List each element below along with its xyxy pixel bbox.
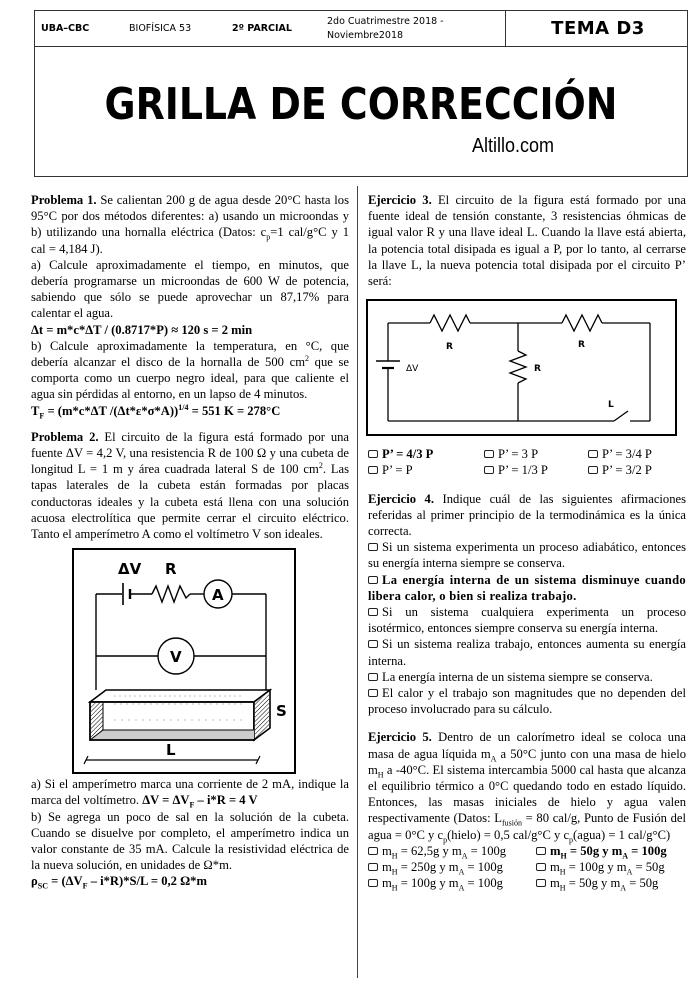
water-mass: 50g bbox=[645, 860, 665, 875]
superscript: 1/4 bbox=[178, 402, 189, 412]
text: m bbox=[610, 876, 621, 891]
problema1-text-end: =1 cal/g°C y 1 cal = 4,184 J). bbox=[31, 225, 349, 256]
text: T bbox=[31, 403, 40, 418]
checkbox-icon[interactable] bbox=[368, 863, 378, 871]
text: a -40°C. El sistema intercambia 5000 cal hasta que alcanza el equilibrio térmico a 0°C quedando todo en estado líquido. Entonces, las masas iniciales de hielo y agua valen respectivamente (Datos: L bbox=[368, 762, 686, 826]
text: m bbox=[611, 843, 623, 858]
tema-label: TEMA D3 bbox=[551, 18, 645, 39]
date-label bbox=[327, 11, 497, 46]
checkbox-icon[interactable] bbox=[484, 466, 494, 474]
problema1-a-answer: Δt = m*c*ΔT / (0.8717*P) ≈ 120 s = 2 min bbox=[31, 322, 253, 337]
ejercicio5-label: Ejercicio 5. bbox=[368, 730, 432, 745]
subscript: H bbox=[559, 867, 566, 877]
subscript: A bbox=[458, 883, 465, 893]
ejercicio3-option[interactable] bbox=[588, 462, 688, 478]
ejercicio3-text bbox=[368, 192, 686, 289]
option-label: Si un sistema experimenta un proceso adiabático, entonces su energía interna siempre se conserva. bbox=[368, 540, 686, 571]
ice-mass: 100g bbox=[410, 876, 437, 891]
subscript: p bbox=[443, 835, 448, 845]
header-box bbox=[34, 10, 688, 177]
ice-mass: 62,5g bbox=[410, 843, 440, 858]
resistor-circuit-diagram bbox=[368, 301, 675, 434]
subscript: p bbox=[266, 232, 271, 242]
text: m bbox=[550, 860, 560, 875]
text: = bbox=[566, 843, 581, 858]
checkbox-icon[interactable] bbox=[368, 847, 378, 855]
ejercicio4-option[interactable] bbox=[368, 636, 686, 668]
subscript: F bbox=[82, 882, 88, 891]
option-label: P’ = 3 P bbox=[498, 447, 539, 462]
checkbox-icon[interactable] bbox=[368, 576, 378, 584]
column-divider bbox=[357, 186, 358, 978]
subscript: SC bbox=[37, 882, 48, 891]
ejercicio3-option[interactable] bbox=[484, 462, 588, 478]
resistor-circuit-figure bbox=[366, 299, 677, 436]
text: El circuito de la figura está formado por una fuente ideal de tensión constante, 3 resistencias óhmicas de igual valor R y una llave ideal L. Cuando la llave está abierta, la potencia total disipada es igual a P, por lo tanto, al cerrarse la llave L, la nueva potencia total disipada por el circuito P’ será: bbox=[368, 193, 686, 289]
text: (agua) = 1 cal/g°C) bbox=[573, 827, 671, 842]
water-mass: 100g bbox=[480, 843, 507, 858]
watermark: Altillo.com bbox=[472, 135, 555, 157]
text: m bbox=[382, 860, 392, 875]
text: m bbox=[550, 876, 560, 891]
ice-mass: 100g bbox=[578, 860, 605, 875]
water-mass: 100g bbox=[477, 860, 503, 875]
problema2-b-answer bbox=[31, 873, 349, 889]
problema2-a-answer bbox=[142, 793, 258, 810]
text: = bbox=[467, 843, 481, 858]
text: m bbox=[448, 876, 459, 891]
ejercicio3-option-correct[interactable] bbox=[368, 446, 484, 462]
ejercicio3-option[interactable] bbox=[368, 462, 484, 478]
fig3-r2-label: R bbox=[578, 340, 585, 351]
ejercicio3-label: Ejercicio 3. bbox=[368, 193, 432, 207]
exam-label: 2º PARCIAL bbox=[232, 23, 292, 34]
problema2-a bbox=[31, 776, 349, 808]
checkbox-icon[interactable] bbox=[368, 543, 378, 551]
text: m bbox=[382, 843, 392, 858]
page-title: GRILLA DE CORRECCIÓN bbox=[104, 79, 618, 130]
option-label: Si un sistema realiza trabajo, entonces aumenta su energía interna. bbox=[368, 637, 686, 668]
option-label: P’ = 3/4 P bbox=[602, 447, 652, 462]
ejercicio4-option[interactable] bbox=[368, 685, 686, 717]
text: y bbox=[604, 860, 617, 875]
superscript: 2 bbox=[318, 461, 323, 471]
ejercicio4-label: Ejercicio 4. bbox=[368, 491, 435, 506]
ejercicio5-options bbox=[368, 843, 686, 892]
text: y bbox=[436, 876, 449, 891]
text: . Las tapas laterales de la cubeta están formadas por placas conductoras ideales y la cubeta está llena con una solución acuosa electrolítica que permite cerrar el circuito eléctrico. Tanto el amperímetro A como el voltímetro V son ideales. bbox=[31, 462, 350, 542]
fig1-l-label: L bbox=[166, 741, 176, 760]
fig1-v-label: V bbox=[170, 648, 182, 667]
text: y bbox=[436, 860, 449, 875]
problema1-b-answer bbox=[31, 403, 349, 419]
option-label: La energía interna de un sistema disminuye cuando libera calor, o bien si realiza trabajo. bbox=[368, 572, 686, 603]
subscript: A bbox=[620, 883, 627, 893]
text: ΔV = ΔV bbox=[142, 793, 190, 808]
text: m bbox=[448, 860, 459, 875]
fig3-r1-label: R bbox=[446, 342, 453, 353]
institution-label: UBA–CBC bbox=[41, 23, 90, 34]
text: = bbox=[397, 860, 411, 875]
subscript: H bbox=[391, 883, 398, 893]
text: = bbox=[397, 843, 411, 858]
problema2-b-question: b) Se agrega un poco de sal en la solución de la cubeta. Cuando se disuelve por completo, el amperímetro indica un valor constante de 35 mA. Calcule la resistividad eléctrica de la nueva solución, en unidades de Ω*m. bbox=[31, 809, 349, 873]
checkbox-icon[interactable] bbox=[588, 450, 598, 458]
text: y bbox=[597, 876, 611, 891]
problema1-a-question: a) Calcule aproximadamente el tiempo, en minutos, que debería programarse un microondas de 600 W de potencia, sabiendo que sólo se puede aprovechar un 87,17% para calentar el agua. bbox=[31, 257, 349, 321]
fig1-r-label: R bbox=[165, 560, 177, 579]
problema1-intro bbox=[31, 192, 349, 257]
option-label: P’ = 3/2 P bbox=[602, 463, 652, 478]
text: = bbox=[626, 876, 640, 891]
problema1-text: Se calientan 200 g de agua desde 20°C hasta los 95°C por dos métodos diferentes: a) usando un microondas y b) utilizando una hornalla eléctrica (Datos: c bbox=[31, 193, 349, 240]
text: El circuito de la figura está formado por una fuente ΔV = 4,2 V, una resistencia R de 100 Ω y una cubeta de longitud L = 1 m y área cuadrada lateral S de 100 cm bbox=[31, 429, 349, 477]
checkbox-icon[interactable] bbox=[536, 863, 546, 871]
checkbox-icon[interactable] bbox=[368, 466, 378, 474]
option-label: P’ = 1/3 P bbox=[498, 463, 548, 478]
text: = bbox=[565, 876, 579, 891]
problema1-label: Problema 1. bbox=[31, 193, 97, 207]
text: = bbox=[464, 876, 478, 891]
checkbox-icon[interactable] bbox=[588, 466, 598, 474]
subscript: p bbox=[569, 835, 574, 845]
date-line-2: Noviembre2018 bbox=[327, 29, 404, 41]
checkbox-icon[interactable] bbox=[484, 450, 494, 458]
cubeta-circuit-figure bbox=[72, 548, 296, 774]
water-mass: 100g bbox=[641, 843, 667, 858]
ejercicio5-option[interactable] bbox=[368, 843, 536, 859]
header-row bbox=[35, 11, 687, 47]
text: = bbox=[632, 860, 646, 875]
problema2-a-question: a) Si el amperímetro marca una corriente de 2 mA, indique la marca del voltímetro. bbox=[31, 777, 349, 808]
text: a 50°C junto con una masa de hielo m bbox=[368, 746, 686, 777]
ejercicio3-option[interactable] bbox=[588, 446, 688, 462]
subscript: H bbox=[377, 770, 384, 780]
text: y bbox=[439, 843, 452, 858]
text: b) Calcule aproximadamente la temperatura, en °C, que debería alcanzar el disco de la hornalla de 500 cm bbox=[31, 338, 349, 370]
text: = 551 K = 278°C bbox=[188, 403, 281, 418]
problema2-intro bbox=[31, 429, 349, 542]
problema1-b-question bbox=[31, 338, 349, 403]
option-label: P’ = 4/3 P bbox=[382, 447, 434, 462]
checkbox-icon[interactable] bbox=[536, 879, 546, 887]
problema2-label: Problema 2. bbox=[31, 429, 99, 444]
superscript: 2 bbox=[305, 353, 309, 363]
subscript: A bbox=[626, 867, 633, 877]
cubeta-circuit-diagram bbox=[74, 550, 294, 772]
ice-mass: 250g bbox=[410, 860, 437, 875]
text: = 80 cal/g, Punto de Fusión del agua = 0°C y c bbox=[368, 811, 686, 842]
ejercicio5-option-correct[interactable] bbox=[536, 843, 688, 859]
water-mass: 100g bbox=[477, 876, 503, 891]
text: = bbox=[464, 860, 478, 875]
subscript: F bbox=[189, 800, 195, 810]
option-label: La energía interna de un sistema siempre se conserva. bbox=[382, 669, 653, 684]
checkbox-icon[interactable] bbox=[368, 673, 378, 681]
option-label: Si un sistema cualquiera experimenta un proceso isotérmico, entonces siempre conserva su energía interna. bbox=[368, 605, 686, 636]
water-mass: 50g bbox=[639, 876, 659, 891]
ejercicio5-option[interactable] bbox=[536, 859, 688, 875]
subscript: fusión bbox=[501, 819, 522, 828]
text: = (ΔV bbox=[47, 874, 83, 889]
subscript: A bbox=[458, 867, 465, 877]
subscript: A bbox=[461, 851, 468, 861]
checkbox-icon[interactable] bbox=[368, 689, 378, 697]
subject-label: BIOFÍSICA 53 bbox=[129, 23, 192, 34]
text: ρ bbox=[31, 874, 38, 889]
fig3-r3-label: R bbox=[534, 364, 541, 375]
text: (hielo) = 0,5 cal/g°C y c bbox=[447, 827, 570, 842]
tema-cell bbox=[505, 11, 690, 46]
text: m bbox=[550, 843, 561, 858]
ejercicio5-option[interactable] bbox=[536, 875, 688, 891]
fig1-s-label: S bbox=[276, 702, 287, 721]
text: m bbox=[616, 860, 627, 875]
ejercicio4-option-correct[interactable] bbox=[368, 572, 686, 604]
ejercicio4-option[interactable] bbox=[368, 669, 686, 685]
ice-mass: 50g bbox=[580, 843, 600, 858]
right-column bbox=[368, 192, 686, 892]
subscript: A bbox=[622, 851, 628, 861]
text: = bbox=[397, 876, 411, 891]
ejercicio4-option[interactable] bbox=[368, 539, 686, 571]
ejercicio4-option[interactable] bbox=[368, 604, 686, 636]
ice-mass: 50g bbox=[578, 876, 598, 891]
text: y bbox=[599, 843, 612, 858]
subscript: A bbox=[490, 754, 497, 764]
checkbox-icon[interactable] bbox=[536, 847, 546, 855]
text: que se comporta como un cuerpo negro ideal, para que caliente el agua sin pérdidas al entorno, en un lapso de 4 minutos. bbox=[31, 355, 349, 402]
subscript: H bbox=[391, 851, 398, 861]
checkbox-icon[interactable] bbox=[368, 640, 378, 648]
checkbox-icon[interactable] bbox=[368, 450, 378, 458]
ejercicio5-text bbox=[368, 729, 686, 845]
subscript: H bbox=[391, 867, 398, 877]
fig3-switch-label: L bbox=[608, 400, 614, 411]
subscript: H bbox=[560, 851, 567, 861]
text: Dentro de un calorímetro ideal se coloca una masa de agua líquida m bbox=[368, 730, 686, 761]
option-label: P’ = P bbox=[382, 463, 413, 478]
ejercicio5-option[interactable] bbox=[368, 875, 536, 891]
text: Indique cuál de las siguientes afirmaciones referidas al primer principio de la termodinámica es la única correcta. bbox=[368, 491, 686, 539]
fig1-dv-label: ΔV bbox=[118, 560, 142, 579]
ejercicio4-text bbox=[368, 491, 686, 540]
date-line-1: 2do Cuatrimestre 2018 - bbox=[327, 15, 444, 27]
text: m bbox=[451, 843, 462, 858]
text: = bbox=[627, 843, 642, 858]
checkbox-icon[interactable] bbox=[368, 608, 378, 616]
subscript: F bbox=[39, 411, 45, 421]
text: – i*R)*S/L = 0,2 Ω*m bbox=[87, 874, 207, 889]
checkbox-icon[interactable] bbox=[368, 879, 378, 887]
text: – i*R = 4 V bbox=[194, 793, 258, 808]
ejercicio3-options bbox=[368, 446, 686, 478]
left-column bbox=[31, 192, 349, 890]
subscript: H bbox=[559, 883, 566, 893]
option-label: El calor y el trabajo son magnitudes que no dependen del proceso involucrado para su cálculo. bbox=[368, 686, 686, 717]
ejercicio5-option[interactable] bbox=[368, 859, 536, 875]
fig1-a-label: A bbox=[212, 586, 224, 605]
text: = (m*c*ΔT /(Δt*ε*σ*A)) bbox=[44, 403, 179, 418]
fig3-dv-label: ΔV bbox=[406, 364, 419, 375]
text: m bbox=[382, 876, 392, 891]
text: = bbox=[565, 860, 579, 875]
ejercicio3-option[interactable] bbox=[484, 446, 588, 462]
